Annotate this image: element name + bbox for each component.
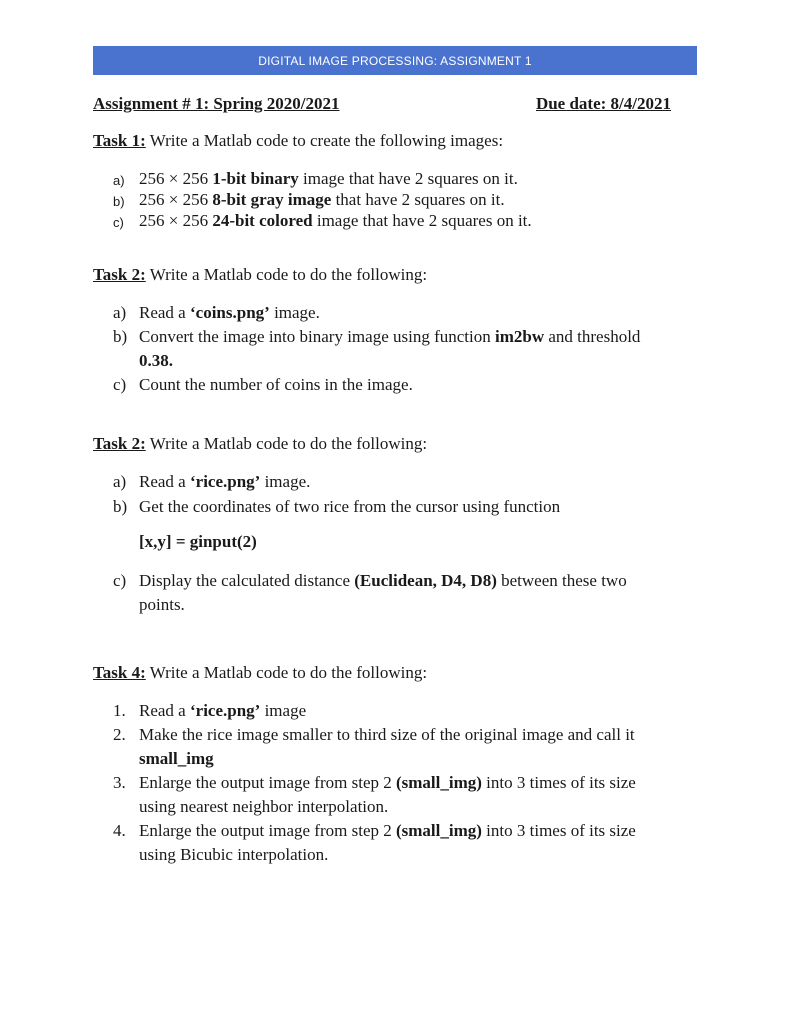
item-marker: a) [113,472,127,491]
item-bold-text: ‘rice.png’ [189,701,261,720]
item-text: Convert the image into binary image using function [139,327,495,346]
item-bold-text: im2bw [494,327,545,346]
task2-item-b [113,325,683,373]
item-bold-text: ‘rice.png’ [189,472,261,491]
item-marker: 4. [113,821,126,840]
item-text: into 3 times of its size [481,773,636,792]
item-text: Read a [139,701,190,720]
header-title: DIGITAL IMAGE PROCESSING: ASSIGNMENT 1 [258,53,532,68]
item-text: image [260,701,307,720]
item-bold-text: 1-bit binary [212,169,299,188]
task1-label: Task 1: [93,131,146,150]
item-text: image. [269,303,320,322]
task2-item-c [113,373,683,397]
item-text: and threshold [544,327,641,346]
item-text: Get the coordinates of two rice from the cursor using function [139,497,561,516]
assignment-title-row [93,94,671,114]
item-text: using nearest neighbor interpolation. [139,797,389,816]
item-marker: b) [113,194,125,209]
task3-item-b [113,495,683,519]
item-text: Read a [139,303,190,322]
item-marker: 1. [113,701,126,720]
task3-item-a [113,470,683,494]
due-date: Due date: 8/4/2021 [535,94,671,113]
header-bar [93,46,697,75]
item-bold-text: 24-bit colored [212,211,313,230]
task1-item-c [113,209,683,235]
task2-intro: Write a Matlab code to do the following: [145,265,428,284]
item-marker: c) [113,215,124,230]
task1-heading [93,131,503,151]
item-text: Read a [139,472,190,491]
item-marker: c) [113,571,127,590]
task4-heading [93,663,427,683]
item-bold-text: (small_img) [395,821,482,840]
item-marker: 2. [113,725,126,744]
item-marker: b) [113,327,128,346]
task2-item-a [113,301,683,325]
task4-intro: Write a Matlab code to do the following: [145,663,428,682]
item-bold-text: 0.38. [139,351,173,370]
item-text: 256 × 256 [139,169,213,188]
item-marker: 3. [113,773,126,792]
item-text: 256 × 256 [139,190,213,209]
task1-intro: Write a Matlab code to create the following images: [145,131,504,150]
item-marker: a) [113,303,127,322]
item-marker: a) [113,173,125,188]
item-text: using Bicubic interpolation. [139,845,329,864]
item-text: 256 × 256 [139,211,213,230]
task2-heading [93,265,427,285]
item-marker: c) [113,375,127,394]
item-bold-text: (Euclidean, D4, D8) [354,571,497,590]
task3-heading [93,434,427,454]
task4-item-2 [113,723,683,771]
item-text: image. [260,472,311,491]
item-text: image that have 2 squares on it. [312,211,532,230]
item-marker: b) [113,497,128,516]
item-text: Enlarge the output image from step 2 [139,773,396,792]
task4-item-1 [113,699,683,723]
item-text: Display the calculated distance [139,571,355,590]
item-text: into 3 times of its size [481,821,636,840]
task3-intro: Write a Matlab code to do the following: [145,434,428,453]
item-text: Count the number of coins in the image. [139,375,413,394]
item-text: that have 2 squares on it. [331,190,505,209]
item-text: Enlarge the output image from step 2 [139,821,396,840]
task4-item-4 [113,819,683,867]
item-text: image that have 2 squares on it. [298,169,518,188]
item-text: between these two [496,571,627,590]
assignment-title: Assignment # 1: Spring 2020/2021 [93,94,340,113]
item-bold-text: small_img [139,749,214,768]
item-text: points. [139,595,185,614]
ginput-code: [x,y] = ginput(2) [139,532,257,551]
item-bold-text: ‘coins.png’ [189,303,270,322]
task4-item-3 [113,771,683,819]
task2-label: Task 2: [93,265,146,284]
item-bold-text: (small_img) [395,773,482,792]
task4-label: Task 4: [93,663,146,682]
item-text: Make the rice image smaller to third size of the original image and call it [139,725,635,744]
task3-item-c [113,569,683,617]
task3-label: Task 2: [93,434,146,453]
item-bold-text: 8-bit gray image [212,190,332,209]
